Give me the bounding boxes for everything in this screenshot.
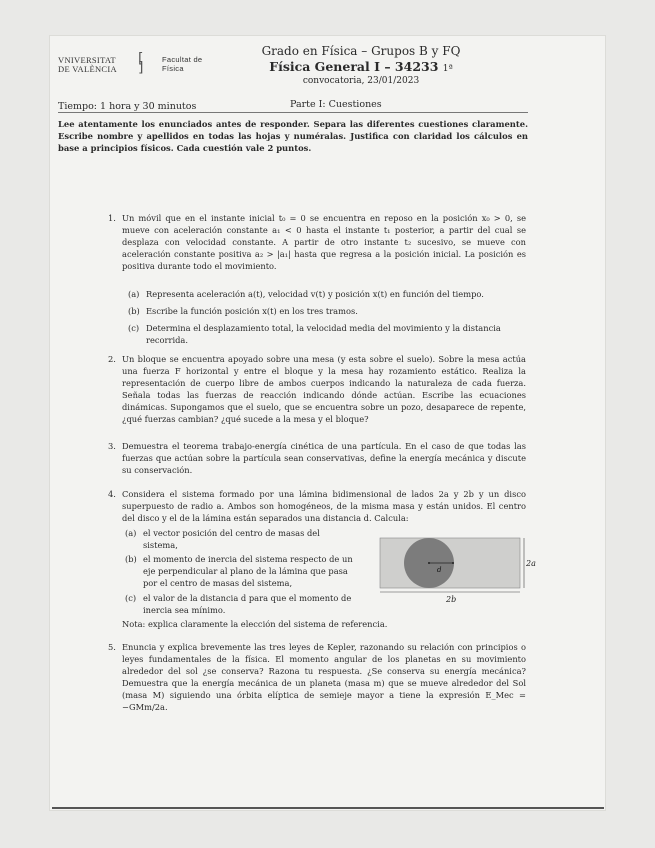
course-name: Física General I – 34233 (269, 59, 439, 74)
sub-label: (c) (125, 593, 137, 603)
question-number: 5. (108, 642, 116, 652)
university-name-line2: DE VALÈNCIA (58, 64, 117, 74)
sub-label: (c) (128, 323, 140, 333)
sub-text: el momento de inercia del sistema respecto de un eje perpendicular al plano de la lámina que pasa por el centro de masas del sistema, (143, 554, 353, 588)
faculty-emblem-icon: [ ] (138, 51, 144, 76)
exam-part: Parte I: Cuestiones (290, 99, 382, 110)
question-text: Un móvil que en el instante inicial t₀ = 0 se encuentra en reposo en la posición x₀ > 0, se mueve con aceleración constante a₁ < 0 hasta el instante t₁ posterior, a partir del cual se desplaza con velocidad constante. A partir de otro instante t₂ sucesivo, se mueve con aceleración constante positiva a₂ > |a₁| hasta que regresa a la posición inicial. La posición es positiva durante todo el movimiento. (122, 213, 526, 271)
sub-label: (b) (128, 306, 140, 316)
sub-text: Escribe la función posición x(t) en los tres tramos. (146, 306, 358, 316)
question-text: Enuncia y explica brevemente las tres leyes de Kepler, razonando su relación con principios o leyes fundamentales de la física. El momento angular de los planetas en su movimiento alrededor del sol ¿se conserva? Razona tu respuesta. ¿Se conserva su energía mecánica? Demuestra que la energía mecánica de un planeta (masa m) que se mueve alrededor del Sol (masa M) siguiendo una órbita elíptica de semieje mayor a tiene la expresión E_Mec = −GMm/2a. (122, 642, 526, 712)
question-1b (128, 305, 526, 317)
question-number: 4. (108, 489, 116, 499)
header-divider (58, 112, 528, 113)
d-label: d (437, 566, 442, 574)
sub-label: (a) (125, 528, 137, 538)
session-date: convocatoria, 23/01/2023 (302, 76, 420, 86)
sub-label: (a) (128, 289, 140, 299)
degree-title: Grado en Física – Grupos B y FQ (261, 44, 461, 58)
instructions: Lee atentamente los enunciados antes de responder. Separa las diferentes cuestiones claramente. Escribe nombre y apellidos en todas las hojas y numéralas. Justifica con claridad los cálculos en base a principios físicos. Cada cuestión vale 2 puntos. (58, 119, 528, 153)
university-name-line1: VNIVERSITAT (58, 55, 116, 65)
faculty-line2: Física (162, 63, 184, 73)
sub-text: el valor de la distancia d para que el momento de inercia sea mínimo. (143, 593, 352, 615)
university-logo (58, 51, 203, 76)
page-bottom-rule (52, 807, 604, 809)
sub-text: el vector posición del centro de masas del sistema, (143, 528, 320, 550)
height-label: 2a (526, 559, 536, 568)
width-label: 2b (446, 595, 457, 604)
question-1c (128, 322, 526, 346)
question-4a (125, 527, 355, 551)
question-5 (108, 641, 526, 713)
sub-text: Determina el desplazamiento total, la velocidad media del movimiento y la distancia recorrida. (146, 323, 501, 345)
course-title (256, 59, 466, 74)
question-2 (108, 353, 526, 425)
question-number: 1. (108, 213, 116, 223)
question-4 (108, 488, 526, 524)
question-4b (125, 553, 355, 589)
question-number: 2. (108, 354, 116, 364)
question-4c (125, 592, 355, 616)
question-4-note: Nota: explica claramente la elección del sistema de referencia. (122, 619, 388, 629)
question-text: Considera el sistema formado por una lámina bidimensional de lados 2a y 2b y un disco superpuesto de radio a. Ambos son homogéneos, de la misma masa y están unidos. El centro del disco y el de la lámina están separados una distancia d. Calcula: (122, 489, 526, 523)
faculty-name (162, 56, 222, 73)
question-text: Un bloque se encuentra apoyado sobre una mesa (y esta sobre el suelo). Sobre la mesa actúa una fuerza F horizontal y entre el bloque y la mesa hay rozamiento estático. Realiza la representación de cuerpo libre de ambos cuerpos indicando la naturaleza de cada fuerza. Señala todas las fuerzas de reacción indicando dónde actúan. Escribe las ecuaciones dinámicas. Supongamos que el suelo, que se encuentra sobre un pozo, desaparece de repente, ¿qué fuerzas cambian? ¿qué sucede a la mesa y el bloque? (122, 354, 526, 424)
exam-duration: Tiempo: 1 hora y 30 minutos (58, 101, 197, 112)
question-number: 3. (108, 441, 116, 451)
plate-disc-figure (372, 532, 536, 604)
sub-text: Representa aceleración a(t), velocidad v(t) y posición x(t) en función del tiempo. (146, 289, 484, 299)
faculty-line1: Facultat de (162, 55, 203, 64)
question-3 (108, 440, 526, 476)
course-suffix: 1ª (442, 64, 453, 74)
course-header (256, 44, 466, 86)
question-1a (128, 288, 526, 300)
question-1 (108, 212, 526, 272)
sub-label: (b) (125, 554, 137, 564)
question-text: Demuestra el teorema trabajo-energía cinética de una partícula. En el caso de que todas las fuerzas que actúan sobre la partícula sean conservativas, define la energía mecánica y discute su conservación. (122, 441, 526, 475)
